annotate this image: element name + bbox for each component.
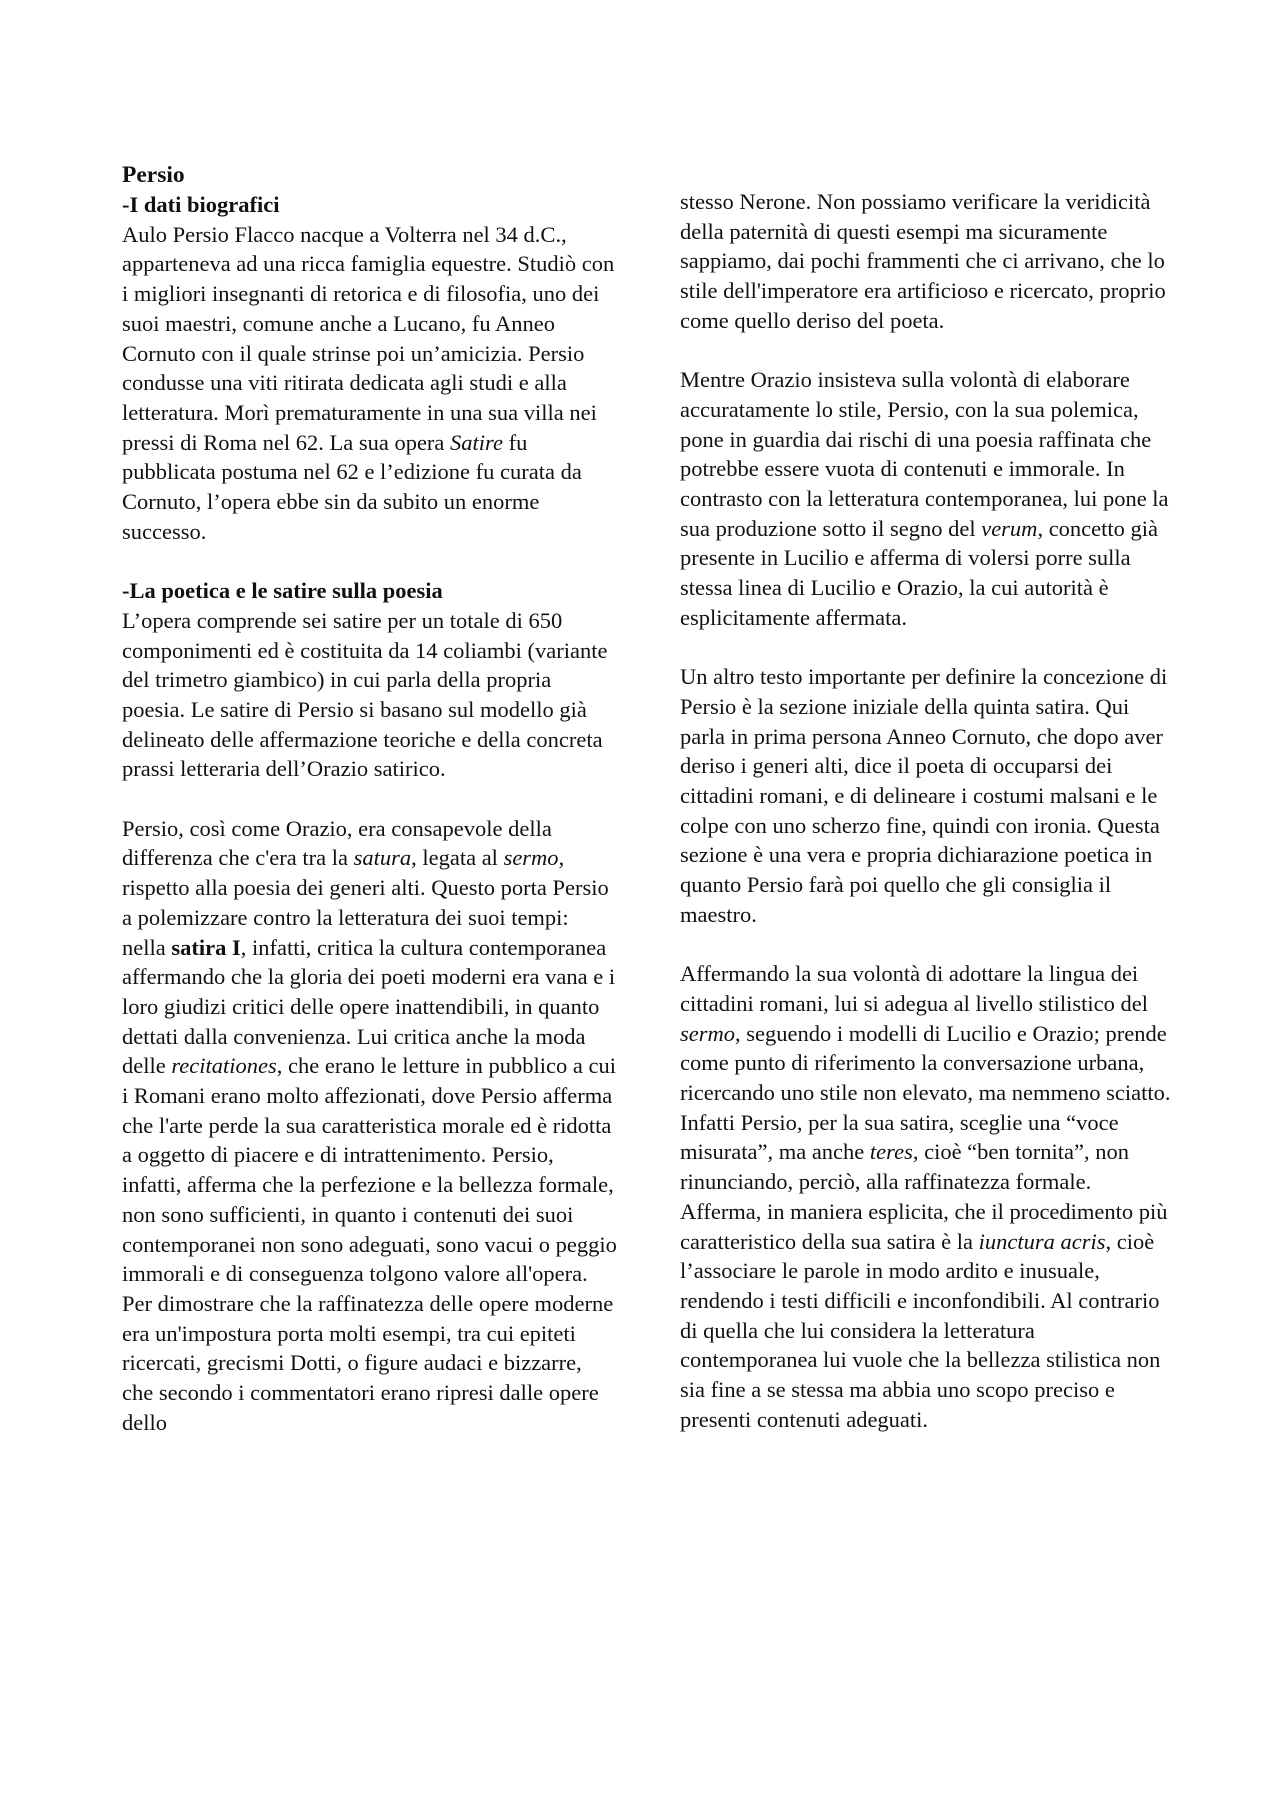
text-run: Affermando la sua volontà di adottare la lingua dei cittadini romani, lui si adegua al livello stilistico del <box>680 961 1149 1016</box>
italic-text: sermo <box>680 1020 735 1046</box>
italic-text: teres <box>869 1139 913 1165</box>
text-run-split: , che erano le letture in pubblico a cui i Romani erano molto affezionati, dove Persio afferma che l'arte perde la sua caratteristica morale ed è ridotta a oggetto di piacere e di intrattenimento. Persio, infatti, afferma che la perfezione e la bellezza formale, non sono sufficienti, in quanto i contenuti dei suoi contemporanei non sono adeguati, sono vacui o peggio immorali e di conseguenza tolgono valore all'opera. Per dimostrare che la raffinatezza delle opere moderne era un'impostura porta molti esempi, tra cui epiteti ricercati, grecismi Dotti, o figure audaci e bizzarre, che secondo i commentatori erano ripresi dalle opere dello <box>122 1053 617 1435</box>
italic-text: verum <box>981 515 1038 541</box>
text-run: , seguendo i modelli di Lucilio e Orazio; prende come punto di riferimento la conversazione urbana, ricercando uno stile non elevato, ma nemmeno sciatto. Infatti Persio, per la sua satira, sceglie una “voce misurata”, ma anche <box>680 1020 1171 1165</box>
text-run: fu pubblicata postuma nel 62 e l’edizione fu curata da Cornuto, l’opera ebbe sin da subito un enorme successo. <box>122 429 582 544</box>
italic-text: iunctura acris <box>978 1228 1106 1254</box>
paragraph-biografia <box>122 220 617 547</box>
paragraph-quinta-satira: Un altro testo importante per definire la concezione di Persio è la sezione iniziale della quinta satira. Qui parla in prima persona Anneo Cornuto, che dopo aver deriso i generi alti, dice il poeta di occuparsi dei cittadini romani, e di delineare i costumi malsani e le colpe con uno scherzo fine, quindi con ironia. Questa sezione è una vera e propria dichiarazione poetica in quanto Persio farà poi quello che gli consiglia il maestro. <box>680 664 1168 927</box>
section-heading-biografia: -I dati biografici <box>122 192 280 217</box>
text-run: Aulo Persio Flacco nacque a Volterra nel 34 d.C., apparteneva ad una ricca famiglia equestre. Studiò con i migliori insegnanti di retorica e di filosofia, uno dei suoi maestri, comune anche a Lucano, fu Anneo Cornuto con il quale strinse poi un’amicizia. Persio condusse una viti ritirata dedicata agli studi e alla letteratura. Morì prematuramente in una sua villa nei pressi di Roma nel 62. La sua opera <box>122 221 615 455</box>
paragraph-stile <box>680 959 1175 1434</box>
bold-text: satira I <box>171 934 241 960</box>
text-run: Persio, così come Orazio, era consapevole della differenza che c'era tra la <box>122 815 552 871</box>
italic-text: Satire <box>450 429 503 455</box>
italic-text: sermo <box>503 845 559 871</box>
paragraph-opera: L’opera comprende sei satire per un totale di 650 componimenti ed è costituita da 14 coliambi (variante del trimetro giambico) in cui parla della propria poesia. Le satire di Persio si basano sul modello già delineato delle affermazione teoriche e della concreta prassi letteraria dell’Orazio satirico. <box>122 607 608 782</box>
italic-text: recitationes <box>171 1053 277 1079</box>
italic-text: satura <box>353 845 412 871</box>
text-run: , infatti, critica la cultura contemporanea affermando che la gloria dei poeti moderni era vana e i loro giudizi critici delle opere inattendibili, in quanto dettati dalla convenienza. Lui critica anche la moda delle <box>122 934 616 1079</box>
text-run: , cioè l’associare le parole in modo ardito e inusuale, rendendo i testi difficili e inconfondibili. Al contrario di quella che lui considera la letteratura contemporanea lui vuole che la bellezza stilistica non sia fine a se stessa ma abbia uno scopo preciso e presenti contenuti adeguati. <box>680 1228 1161 1432</box>
right-column <box>680 187 1175 1434</box>
text-run: , concetto già presente in Lucilio e afferma di volersi porre sulla stessa linea di Lucilio e Orazio, la cui autorità è esplicitamente affermata. <box>680 515 1159 630</box>
document-title: Persio <box>122 162 185 188</box>
text-run: , cioè “ben tornita”, non rinunciando, perciò, alla raffinatezza formale. Afferma, in maniera esplicita, che il procedimento più caratteristico della sua satira è la <box>680 1139 1168 1254</box>
left-column <box>122 160 617 1438</box>
paragraph-polemica-continued: stesso Nerone. Non possiamo verificare la veridicità della paternità di questi esempi ma sicuramente sappiamo, dai pochi frammenti che ci arrivano, che lo stile dell'imperatore era artificioso e ricercato, proprio come quello deriso del poeta. <box>680 189 1166 333</box>
text-run: Mentre Orazio insisteva sulla volontà di elaborare accuratamente lo stile, Persio, con la sua polemica, pone in guardia dai rischi di una poesia raffinata che potrebbe essere vuota di contenuti e immorale. In contrasto con la letteratura contemporanea, lui pone la sua produzione sotto il segno del <box>680 367 1169 541</box>
text-run: , rispetto alla poesia dei generi alti. Questo porta Persio a polemizzare contro la letteratura dei suoi tempi: nella <box>122 845 609 960</box>
paragraph-polemica <box>122 814 617 1438</box>
text-run: , legata al <box>411 845 504 871</box>
paragraph-verum <box>680 365 1175 632</box>
section-heading-poetica: -La poetica e le satire sulla poesia <box>122 578 443 604</box>
